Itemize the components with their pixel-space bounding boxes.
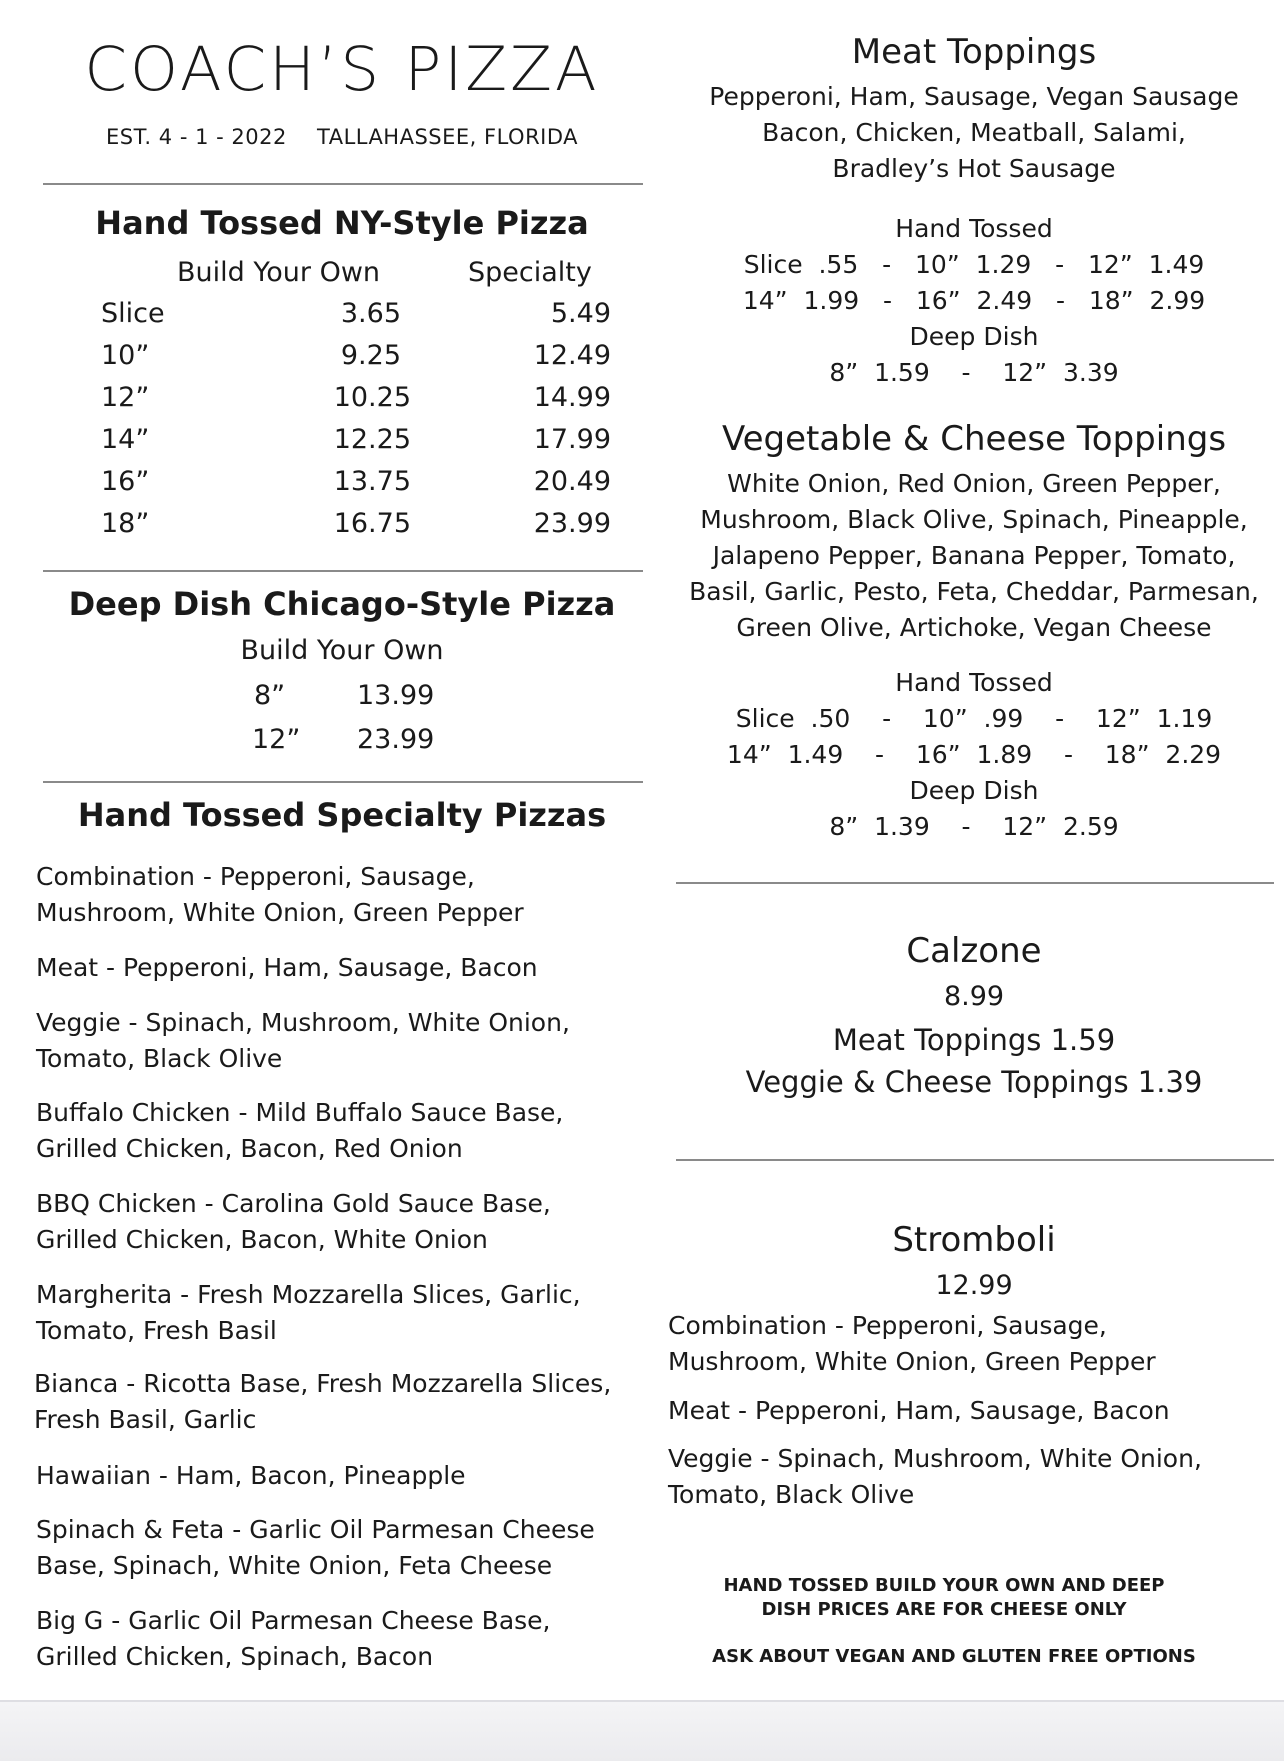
specialty-item: Bianca - Ricotta Base, Fresh Mozzarella Slices, Fresh Basil, Garlic	[34, 1369, 612, 1434]
size-label: 12”	[252, 724, 301, 755]
specialty-heading: Hand Tossed Specialty Pizzas	[77, 796, 607, 834]
calzone-price: 8.99	[943, 981, 1005, 1012]
location: TALLAHASSEE, FLORIDA	[317, 125, 579, 149]
specialty-item: Buffalo Chicken - Mild Buffalo Sauce Base, Grilled Chicken, Bacon, Red Onion	[36, 1098, 564, 1163]
established-date: EST. 4 - 1 - 2022	[106, 125, 287, 149]
price-row	[254, 678, 454, 714]
stromboli-price: 12.99	[935, 1270, 1013, 1301]
size-label: 14”	[101, 424, 150, 455]
calzone-heading: Calzone	[906, 931, 1042, 971]
size-label: 18”	[101, 508, 150, 539]
size-label: 16”	[101, 466, 150, 497]
byo-price: 3.65	[340, 298, 401, 329]
size-label: Slice	[101, 298, 165, 329]
divider	[676, 882, 1274, 884]
byo-column-header: Build Your Own	[177, 257, 381, 288]
divider	[43, 183, 643, 185]
price-row	[101, 296, 641, 332]
deep-dish-price: 23.99	[357, 724, 435, 755]
meat-toppings-heading: Meat Toppings	[851, 32, 1097, 72]
specialty-item: Combination - Pepperoni, Sausage, Mushroom, White Onion, Green Pepper	[36, 862, 524, 927]
size-label: 12”	[101, 382, 150, 413]
specialty-price: 20.49	[533, 466, 611, 497]
specialty-price: 12.49	[533, 340, 611, 371]
page-bottom-edge	[0, 1700, 1284, 1761]
byo-price: 9.25	[340, 340, 401, 371]
deep-dish-subheading: Build Your Own	[240, 635, 444, 666]
specialty-item: Veggie - Spinach, Mushroom, White Onion, Tomato, Black Olive	[36, 1008, 570, 1073]
byo-price: 12.25	[333, 424, 411, 455]
specialty-price: 5.49	[550, 298, 611, 329]
price-row	[101, 422, 641, 458]
veg-toppings-list: White Onion, Red Onion, Green Pepper, Mushroom, Black Olive, Spinach, Pineapple, Jalapeno Pepper, Banana Pepper, Tomato, Basil, Garlic, Pesto, Feta, Cheddar, Parmesan, Green Olive, Artichoke, Vegan Cheese	[689, 469, 1259, 642]
meat-toppings-list: Pepperoni, Ham, Sausage, Vegan Sausage Bacon, Chicken, Meatball, Salami, Bradley’s Hot Sausage	[709, 82, 1239, 183]
specialty-price: 23.99	[533, 508, 611, 539]
vegan-gluten-note: ASK ABOUT VEGAN AND GLUTEN FREE OPTIONS	[712, 1646, 1196, 1667]
deep-dish-label: Deep Dish	[909, 322, 1039, 351]
byo-price: 16.75	[333, 508, 411, 539]
hand-tossed-label: Hand Tossed	[895, 668, 1053, 697]
specialty-price: 14.99	[533, 382, 611, 413]
divider	[676, 1159, 1274, 1161]
hand-tossed-label: Hand Tossed	[895, 214, 1053, 243]
byo-price: 13.75	[333, 466, 411, 497]
price-row	[101, 464, 641, 500]
specialty-item: Meat - Pepperoni, Ham, Sausage, Bacon	[36, 953, 538, 982]
specialty-price: 17.99	[533, 424, 611, 455]
specialty-item: Spinach & Feta - Garlic Oil Parmesan Cheese Base, Spinach, White Onion, Feta Cheese	[36, 1515, 595, 1580]
stromboli-item: Veggie - Spinach, Mushroom, White Onion, Tomato, Black Olive	[668, 1444, 1202, 1509]
veg-hand-tossed-prices: Hand Tossed Slice .50 - 10” .99 - 12” 1.19 14” 1.49 - 16” 1.89 - 18” 2.29 Deep Dish 8” 1.39 - 12” 2.59	[674, 665, 1274, 845]
veg-toppings-heading: Vegetable & Cheese Toppings	[721, 419, 1227, 459]
deep-dish-price: 13.99	[357, 680, 435, 711]
deep-dish-heading: Deep Dish Chicago-Style Pizza	[68, 585, 616, 623]
price-row	[101, 380, 641, 416]
specialty-item: Big G - Garlic Oil Parmesan Cheese Base, Grilled Chicken, Spinach, Bacon	[36, 1606, 551, 1671]
byo-price: 10.25	[333, 382, 411, 413]
divider	[43, 570, 643, 572]
size-label: 8”	[254, 680, 286, 711]
meat-hand-tossed-prices: Hand Tossed Slice .55 - 10” 1.29 - 12” 1.49 14” 1.99 - 16” 2.49 - 18” 2.99 Deep Dish 8” 1.59 - 12” 3.39	[674, 211, 1274, 391]
specialty-item: BBQ Chicken - Carolina Gold Sauce Base, Grilled Chicken, Bacon, White Onion	[36, 1189, 551, 1254]
price-row	[101, 506, 641, 542]
stromboli-item: Meat - Pepperoni, Ham, Sausage, Bacon	[668, 1396, 1170, 1425]
price-row	[101, 338, 641, 374]
deep-dish-label: Deep Dish	[909, 776, 1039, 805]
specialty-item: Margherita - Fresh Mozzarella Slices, Garlic, Tomato, Fresh Basil	[36, 1280, 581, 1345]
calzone-meat-toppings: Meat Toppings 1.59	[832, 1023, 1116, 1057]
ny-style-heading: Hand Tossed NY-Style Pizza	[95, 204, 589, 242]
restaurant-title: COACH’S PIZZA	[84, 34, 600, 105]
cheese-only-note: HAND TOSSED BUILD YOUR OWN AND DEEP DISH PRICES ARE FOR CHEESE ONLY	[723, 1575, 1165, 1620]
specialty-item: Hawaiian - Ham, Bacon, Pineapple	[36, 1461, 466, 1490]
price-row	[252, 722, 452, 758]
stromboli-heading: Stromboli	[892, 1220, 1056, 1260]
size-label: 10”	[101, 340, 150, 371]
stromboli-item: Combination - Pepperoni, Sausage, Mushroom, White Onion, Green Pepper	[668, 1311, 1156, 1376]
divider	[43, 781, 643, 783]
specialty-column-header: Specialty	[468, 257, 592, 288]
calzone-veggie-toppings: Veggie & Cheese Toppings 1.39	[745, 1065, 1203, 1099]
